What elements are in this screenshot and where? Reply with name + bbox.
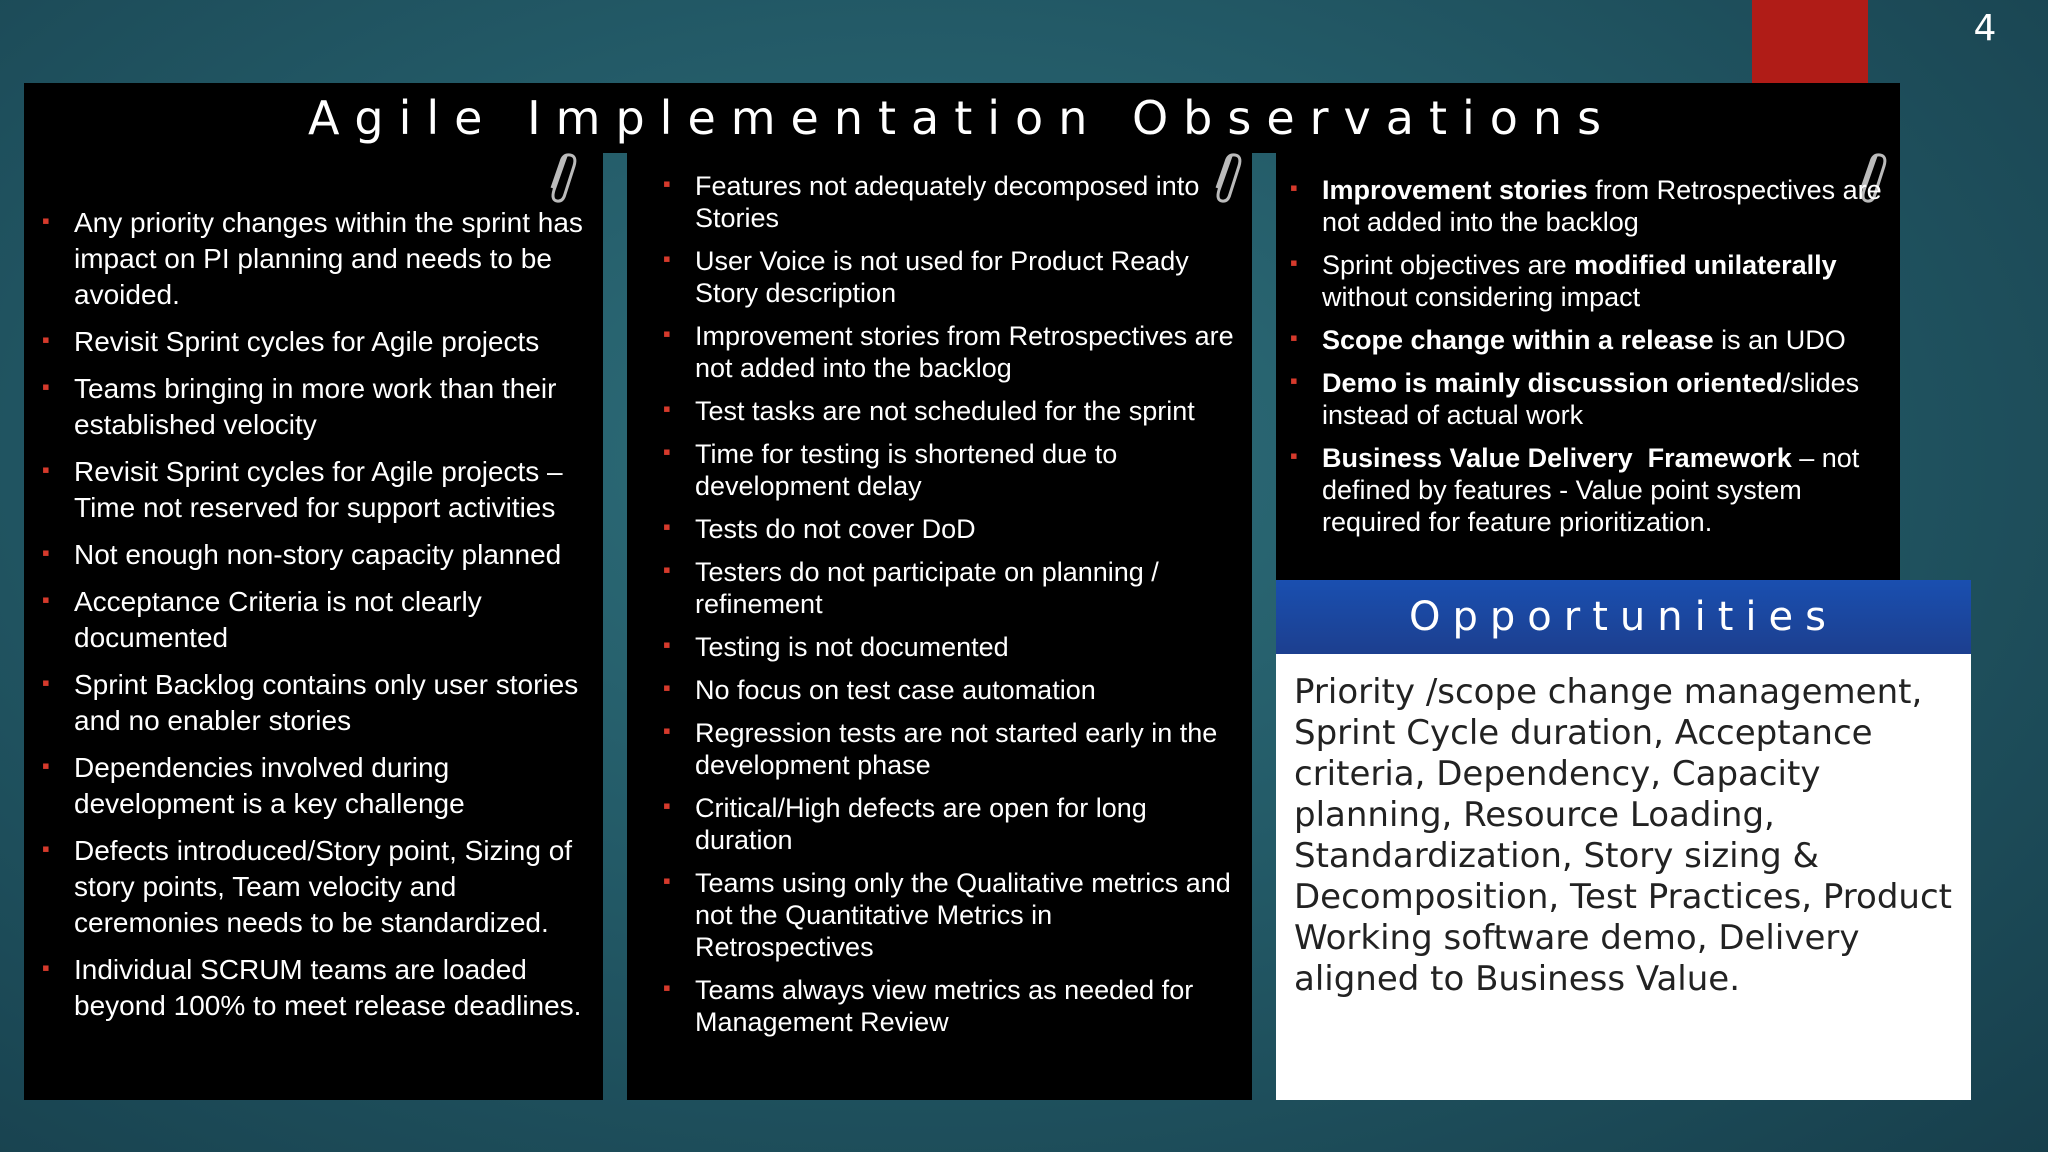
observations-list-2	[663, 170, 1235, 1049]
list-item: ▪ Improvement stories from Retrospectives are not added into the backlog	[1322, 174, 1882, 238]
square-bullet-icon: ▪	[42, 587, 50, 612]
square-bullet-icon: ▪	[663, 171, 671, 196]
list-item: ▪ Individual SCRUM teams are loaded beyond 100% to meet release deadlines.	[74, 952, 594, 1024]
observations-column-2	[627, 150, 1252, 1100]
list-item: ▪ Improvement stories from Retrospectives are not added into the backlog	[695, 320, 1235, 384]
list-item: ▪ Regression tests are not started early in the development phase	[695, 717, 1235, 781]
list-item: ▪ Business Value Delivery Framework – not defined by features - Value point system required for feature prioritization.	[1322, 442, 1882, 538]
list-item: ▪ Testers do not participate on planning / refinement	[695, 556, 1235, 620]
square-bullet-icon: ▪	[663, 514, 671, 539]
list-item: ▪ Revisit Sprint cycles for Agile projects – Time not reserved for support activities	[74, 454, 594, 526]
square-bullet-icon: ▪	[663, 793, 671, 818]
list-item: ▪ Critical/High defects are open for long duration	[695, 792, 1235, 856]
list-item: ▪ Dependencies involved during development is a key challenge	[74, 750, 594, 822]
list-item: ▪ Test tasks are not scheduled for the sprint	[695, 395, 1235, 427]
list-item: ▪ No focus on test case automation	[695, 674, 1235, 706]
square-bullet-icon: ▪	[663, 321, 671, 346]
observations-list-1	[42, 205, 594, 1035]
square-bullet-icon: ▪	[42, 327, 50, 352]
square-bullet-icon: ▪	[1290, 443, 1298, 468]
square-bullet-icon: ▪	[42, 374, 50, 399]
list-item: ▪ Teams using only the Qualitative metrics and not the Quantitative Metrics in Retrospectives	[695, 867, 1235, 963]
opportunities-text: Priority /scope change management, Sprint Cycle duration, Acceptance criteria, Dependency, Capacity planning, Resource Loading, Standardization, Story sizing & Decomposition, Test Practices, Product Working software demo, Delivery aligned to Business Value.	[1294, 672, 1952, 999]
paperclip-icon	[544, 150, 578, 204]
square-bullet-icon: ▪	[42, 540, 50, 565]
observations-column-3	[1276, 150, 1900, 580]
square-bullet-icon: ▪	[1290, 368, 1298, 393]
opportunities-title: Opportunities	[1409, 594, 1838, 640]
list-item: ▪ User Voice is not used for Product Ready Story description	[695, 245, 1235, 309]
list-item: ▪ Demo is mainly discussion oriented/slides instead of actual work	[1322, 367, 1882, 431]
slide-title: Agile Implementation Observations	[307, 91, 1617, 145]
list-item: ▪ Acceptance Criteria is not clearly documented	[74, 584, 594, 656]
list-item: ▪ Teams always view metrics as needed for Management Review	[695, 974, 1235, 1038]
square-bullet-icon: ▪	[1290, 250, 1298, 275]
square-bullet-icon: ▪	[663, 632, 671, 657]
square-bullet-icon: ▪	[663, 396, 671, 421]
observations-list-3	[1290, 174, 1882, 549]
list-item: ▪ Revisit Sprint cycles for Agile projects	[74, 324, 594, 360]
red-accent-tab	[1752, 0, 1868, 83]
list-item: ▪ Scope change within a release is an UDO	[1322, 324, 1882, 356]
list-item: ▪ Defects introduced/Story point, Sizing of story points, Team velocity and ceremonies needs to be standardized.	[74, 833, 594, 941]
list-item: ▪ Any priority changes within the sprint has impact on PI planning and needs to be avoided.	[74, 205, 594, 313]
square-bullet-icon: ▪	[663, 868, 671, 893]
header-bar	[24, 83, 1900, 153]
list-item: ▪ Tests do not cover DoD	[695, 513, 1235, 545]
list-item: ▪ Not enough non-story capacity planned	[74, 537, 594, 573]
square-bullet-icon: ▪	[1290, 175, 1298, 200]
list-item: ▪ Sprint objectives are modified unilaterally without considering impact	[1322, 249, 1882, 313]
square-bullet-icon: ▪	[663, 557, 671, 582]
list-item: ▪ Features not adequately decomposed into Stories	[695, 170, 1235, 234]
square-bullet-icon: ▪	[663, 975, 671, 1000]
square-bullet-icon: ▪	[663, 718, 671, 743]
observations-column-1	[24, 150, 603, 1100]
square-bullet-icon: ▪	[42, 753, 50, 778]
square-bullet-icon: ▪	[663, 675, 671, 700]
list-item: ▪ Sprint Backlog contains only user stories and no enabler stories	[74, 667, 594, 739]
square-bullet-icon: ▪	[42, 208, 50, 233]
square-bullet-icon: ▪	[42, 955, 50, 980]
square-bullet-icon: ▪	[42, 836, 50, 861]
square-bullet-icon: ▪	[42, 670, 50, 695]
list-item: ▪ Testing is not documented	[695, 631, 1235, 663]
opportunities-box	[1276, 654, 1971, 1100]
square-bullet-icon: ▪	[663, 439, 671, 464]
opportunities-header	[1276, 580, 1971, 654]
list-item: ▪ Teams bringing in more work than their established velocity	[74, 371, 594, 443]
square-bullet-icon: ▪	[1290, 325, 1298, 350]
square-bullet-icon: ▪	[663, 246, 671, 271]
slide-number: 4	[1973, 8, 1997, 49]
square-bullet-icon: ▪	[42, 457, 50, 482]
list-item: ▪ Time for testing is shortened due to development delay	[695, 438, 1235, 502]
